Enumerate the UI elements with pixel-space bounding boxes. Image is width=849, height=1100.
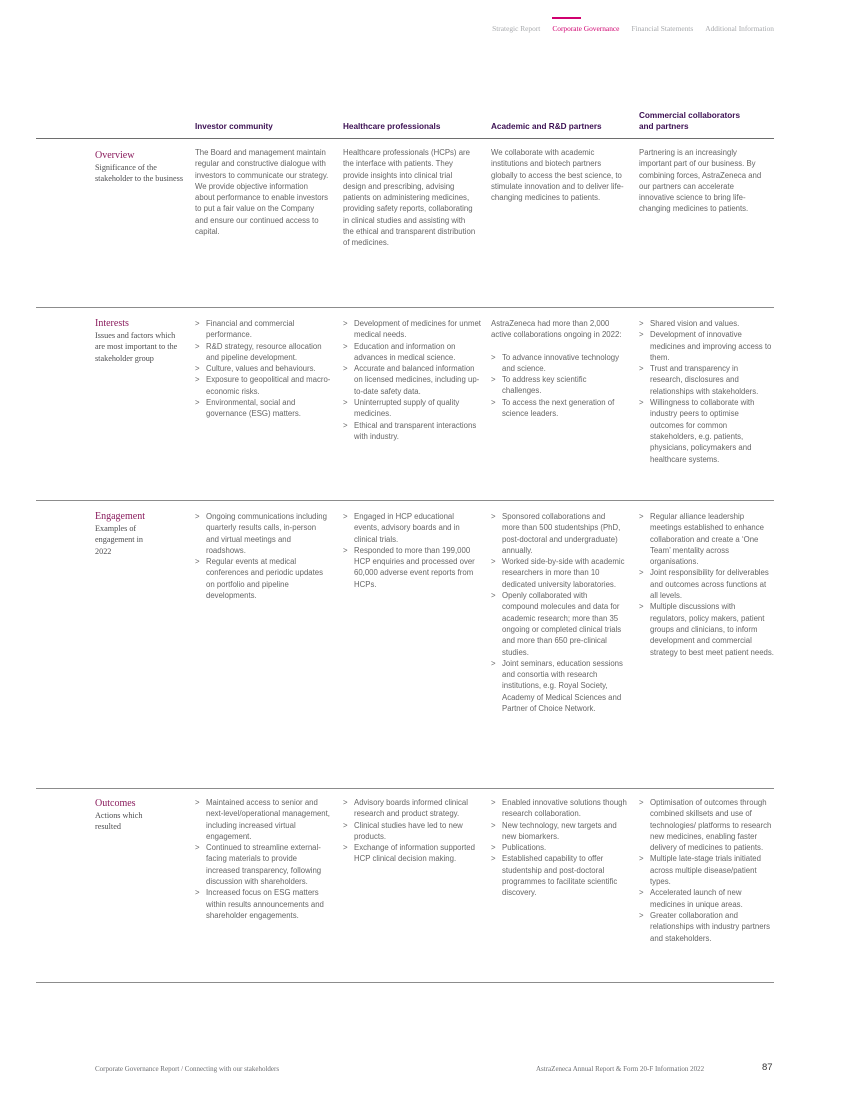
cell-text: Healthcare professionals (HCPs) are the interface with patients. They provide insights into clinical trial design and prescribing, advising patients on administering medicines, providing safety reports, collaborating in clinical studies and assisting with the ethical and transparent distribution of medicines. [343,148,476,248]
list-item: > Education and information on advances in medical science. [343,341,481,364]
cell-intro-text: AstraZeneca had more than 2,000 active collaborations ongoing in 2022: [491,319,622,340]
cell-engagement-commercial [639,511,774,658]
list-item: > Multiple late-stage trials initiated across multiple disease/patient types. [639,853,773,887]
cell-engagement-academic [491,511,625,714]
cell-outcomes-academic [491,797,627,899]
row-heading: Interests [95,318,129,329]
list-item: > Increased focus on ESG matters within results announcements and shareholder engagements. [195,887,331,921]
row-title-interests [95,318,185,364]
table-rule [36,500,774,501]
cell-text: The Board and management maintain regular and constructive dialogue with investors to communicate our strategy. We provide objective information about performance to enable investors to put a fair value on the Company and ensure our continued access to capital. [195,148,329,237]
nav-additional-information[interactable]: Additional Information [705,24,774,33]
list-item: > Maintained access to senior and next-level/operational management, including increased virtual engagement. [195,797,331,842]
list-item: > Accurate and balanced information on licensed medicines, including up-to-date safety data. [343,363,481,397]
cell-engagement-investor [195,511,329,601]
spacer [491,341,625,352]
table-rule [36,982,774,983]
list-item: > New technology, new targets and new biomarkers. [491,820,627,843]
row-subheading: Examples of engagement in 2022 [95,524,143,556]
list-item: > Ethical and transparent interactions with industry. [343,420,481,443]
cell-interests-investor [195,318,333,420]
list-item: > Development of medicines for unmet medical needs. [343,318,481,341]
list-item: > Willingness to collaborate with industry peers to optimise outcomes for common stakeholders, e.g. patients, physicians, policymakers and healthcare systems. [639,397,772,465]
table-rule [36,138,774,139]
cell-outcomes-investor [195,797,331,921]
footer-report-title: AstraZeneca Annual Report & Form 20-F Information 2022 [536,1065,705,1073]
table-rule [36,788,774,789]
row-heading: Overview [95,150,135,161]
cell-interests-hcp [343,318,481,442]
cell-interests-commercial [639,318,772,465]
row-subheading: Actions which resulted [95,811,143,832]
list-item: > To address key scientific challenges. [491,374,625,397]
nav-financial-statements[interactable]: Financial Statements [631,24,694,33]
list-item: > Enabled innovative solutions though research collaboration. [491,797,627,820]
nav-strategic-report[interactable]: Strategic Report [492,24,541,33]
list-item: > Regular events at medical conferences and periodic updates on portfolio and pipeline developments. [195,556,329,601]
list-item: > Joint responsibility for deliverables and outcomes across functions at all levels. [639,567,774,601]
cell-overview-academic [491,147,625,203]
list-item: > Accelerated launch of new medicines in unique areas. [639,887,773,910]
list-item: > Clinical studies have led to new products. [343,820,481,843]
cell-outcomes-commercial [639,797,773,944]
row-heading: Engagement [95,511,145,522]
list-item: > To access the next generation of science leaders. [491,397,625,420]
column-header-academic: Academic and R&D partners [491,122,602,131]
cell-overview-hcp [343,147,477,249]
column-header-commercial-line2: and partners [639,121,689,131]
list-item: > Openly collaborated with compound molecules and data for academic research; more than 35 ongoing or completed clinical trials and more than 650 pre-clinical studies. [491,590,625,658]
list-item: > Exposure to geopolitical and macro-economic risks. [195,374,333,397]
list-item: > Trust and transparency in research, disclosures and relationships with stakeholders. [639,363,772,397]
row-subheading: Significance of the stakeholder to the business [95,163,183,184]
list-item: > Greater collaboration and relationships with industry partners and stakeholders. [639,910,773,944]
row-title-engagement [95,511,185,557]
list-item: > Environmental, social and governance (ESG) matters. [195,397,333,420]
table-rule [36,307,774,308]
list-item: > Ongoing communications including quarterly results calls, in-person and virtual meetings and roadshows. [195,511,329,556]
list-item: > Advisory boards informed clinical research and product strategy. [343,797,481,820]
list-item: > Engaged in HCP educational events, advisory boards and in clinical trials. [343,511,481,545]
list-item: > Joint seminars, education sessions and consortia with research institutions, e.g. Royal Society, Academy of Medical Sciences and Partner of Choice Network. [491,658,625,714]
column-header-hcp: Healthcare professionals [343,122,441,131]
list-item: > Continued to streamline external-facing materials to provide increased transparency, following discussion with shareholders. [195,842,331,887]
column-header-commercial-line1: Commercial collaborators [639,111,741,120]
list-item: > Development of innovative medicines and improving access to them. [639,329,772,363]
cell-outcomes-hcp [343,797,481,865]
cell-text: Partnering is an increasingly important part of our business. By combining forces, AstraZeneca and our partners can accelerate innovative science to bring life-changing medicines to patients. [639,148,762,214]
list-item: > Shared vision and values. [639,318,772,329]
list-item: > Optimisation of outcomes through combined skillsets and use of technologies/ platforms to research new medicines, enabling faster delivery of medicines to patients. [639,797,773,853]
cell-overview-investor [195,147,329,237]
list-item: > Worked side-by-side with academic researchers in more than 10 dedicated university laboratories. [491,556,625,590]
nav-corporate-governance[interactable]: Corporate Governance [552,24,620,33]
list-item: > Publications. [491,842,627,853]
list-item: > To advance innovative technology and science. [491,352,625,375]
cell-interests-academic [491,318,625,419]
list-item: > Regular alliance leadership meetings established to enhance collaboration and create a ‘One Team’ mentality across organisations. [639,511,774,567]
list-item: > Culture, values and behaviours. [195,363,333,374]
cell-overview-commercial [639,147,765,215]
row-title-outcomes [95,798,185,833]
footer-breadcrumb: Corporate Governance Report / Connecting with our stakeholders [95,1065,280,1073]
list-item: > Multiple discussions with regulators, policy makers, patient groups and clinicians, to inform development and commercial strategy to best meet patient needs. [639,601,774,657]
section-nav [492,24,774,33]
row-title-overview [95,150,185,185]
page-number: 87 [762,1062,773,1073]
cell-text: We collaborate with academic institutions and biotech partners globally to access the best science, to stimulate innovation and to deliver life-changing medicines to patients. [491,148,624,203]
cell-engagement-hcp [343,511,481,590]
column-header-commercial [639,111,774,132]
list-item: > Sponsored collaborations and more than 500 studentships (PhD, post-doctoral and undergraduate) annually. [491,511,625,556]
row-subheading: Issues and factors which are most important to the stakeholder group [95,331,178,363]
list-item: > Responded to more than 199,000 HCP enquiries and processed over 60,000 adverse event reports from HCPs. [343,545,481,590]
row-heading: Outcomes [95,798,136,809]
list-item: > Uninterrupted supply of quality medicines. [343,397,481,420]
list-item: > R&D strategy, resource allocation and pipeline development. [195,341,333,364]
list-item: > Financial and commercial performance. [195,318,333,341]
list-item: > Established capability to offer studentship and post-doctoral programmes to facilitate scientific discovery. [491,853,627,898]
column-header-investor: Investor community [195,122,273,131]
list-item: > Exchange of information supported HCP clinical decision making. [343,842,481,865]
